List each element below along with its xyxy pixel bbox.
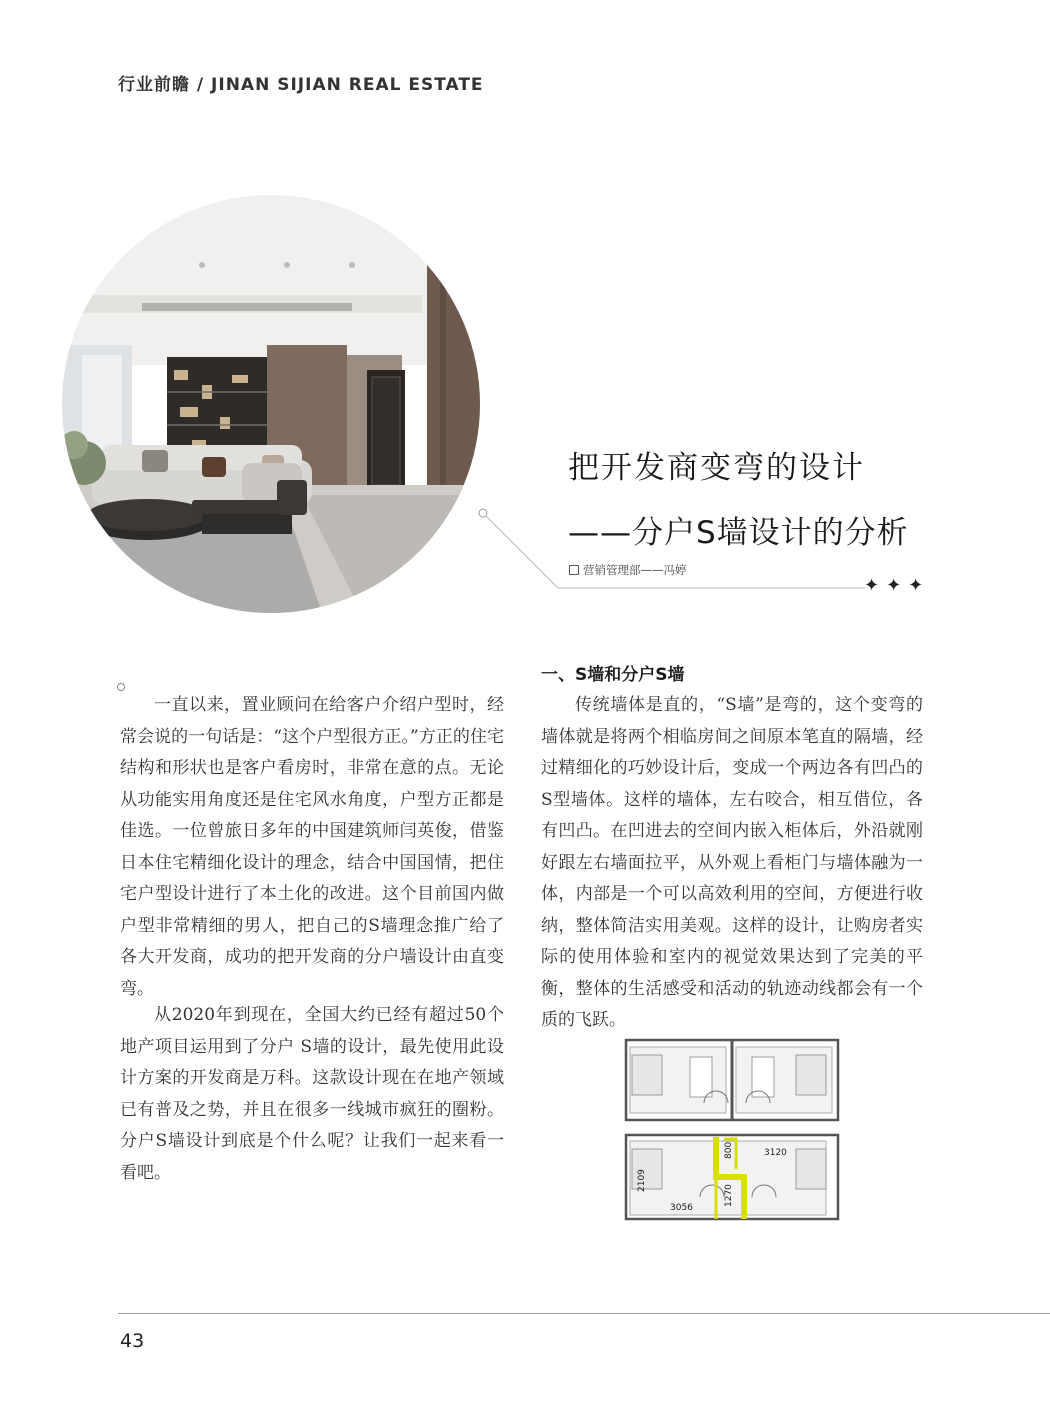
- page-number: 43: [120, 1330, 145, 1352]
- floorplan-straight-wall: [626, 1040, 838, 1120]
- article-subtitle: ——分户S墙设计的分析: [568, 515, 909, 551]
- square-icon: [569, 565, 579, 575]
- footer-divider: [118, 1313, 1050, 1314]
- dim-800: 800: [724, 1141, 734, 1159]
- body-paragraph-1: 一直以来，置业顾问在给客户介绍户型时，经常会说的一句话是：“这个户型很方正。”方正的住宅结构和形状也是客户看房时，非常在意的点。无论从功能实用角度还是住宅风水角度，户型方正都是佳选。一位曾旅日多年的中国建筑师闫英俊，借鉴日本住宅精细化设计的理念，结合中国国情，把住宅户型设计进行了本土化的改进。这个目前国内做户型非常精细的男人，把自己的S墙理念推广给了各大开发商，成功的把开发商的分户墙设计由直变弯。: [120, 695, 504, 999]
- dim-3120: 3120: [764, 1148, 787, 1158]
- stars-icon: ✦✦✦: [864, 575, 931, 596]
- section-heading: 一、S墙和分户S墙: [541, 665, 685, 685]
- body-paragraph-3: 传统墙体是直的，“S墙”是弯的，这个变弯的墙体就是将两个相临房间之间原本笔直的隔墙，经过精细化的巧妙设计后，变成一个两边各有凹凸的S型墙体。这样的墙体，左右咬合，相互借位，各有凹凸。在凹进去的空间内嵌入柜体后，外沿就刚好跟左右墙面拉平，从外观上看柜门与墙体融为一体，内部是一个可以高效利用的空间，方便进行收纳，整体简洁实用美观。这样的设计，让购房者实际的使用体验和室内的视觉效果达到了完美的平衡，整体的生活感受和活动的轨迹动线都会有一个质的飞跃。: [541, 695, 923, 1030]
- dim-2109: 2109: [637, 1169, 647, 1192]
- article-title: 把开发商变弯的设计: [568, 450, 865, 486]
- author-byline: [569, 562, 687, 578]
- author-name: 营销管理部——冯婷: [583, 563, 687, 577]
- floorplan-figure: [624, 1037, 840, 1221]
- interior-photo: [62, 195, 480, 613]
- section-header: 行业前瞻 / JINAN SIJIAN REAL ESTATE: [118, 75, 484, 95]
- dim-3056: 3056: [670, 1203, 693, 1213]
- body-paragraph-2: 从2020年到现在，全国大约已经有超过50个地产项目运用到了分户 S墙的设计，最先使用此设计方案的开发商是万科。这款设计现在在地产领域已有普及之势，并且在很多一线城市疯狂的圈粉。分户S墙设计到底是个什么呢？让我们一起来看一看吧。: [120, 1005, 504, 1183]
- dim-1270: 1270: [724, 1184, 734, 1207]
